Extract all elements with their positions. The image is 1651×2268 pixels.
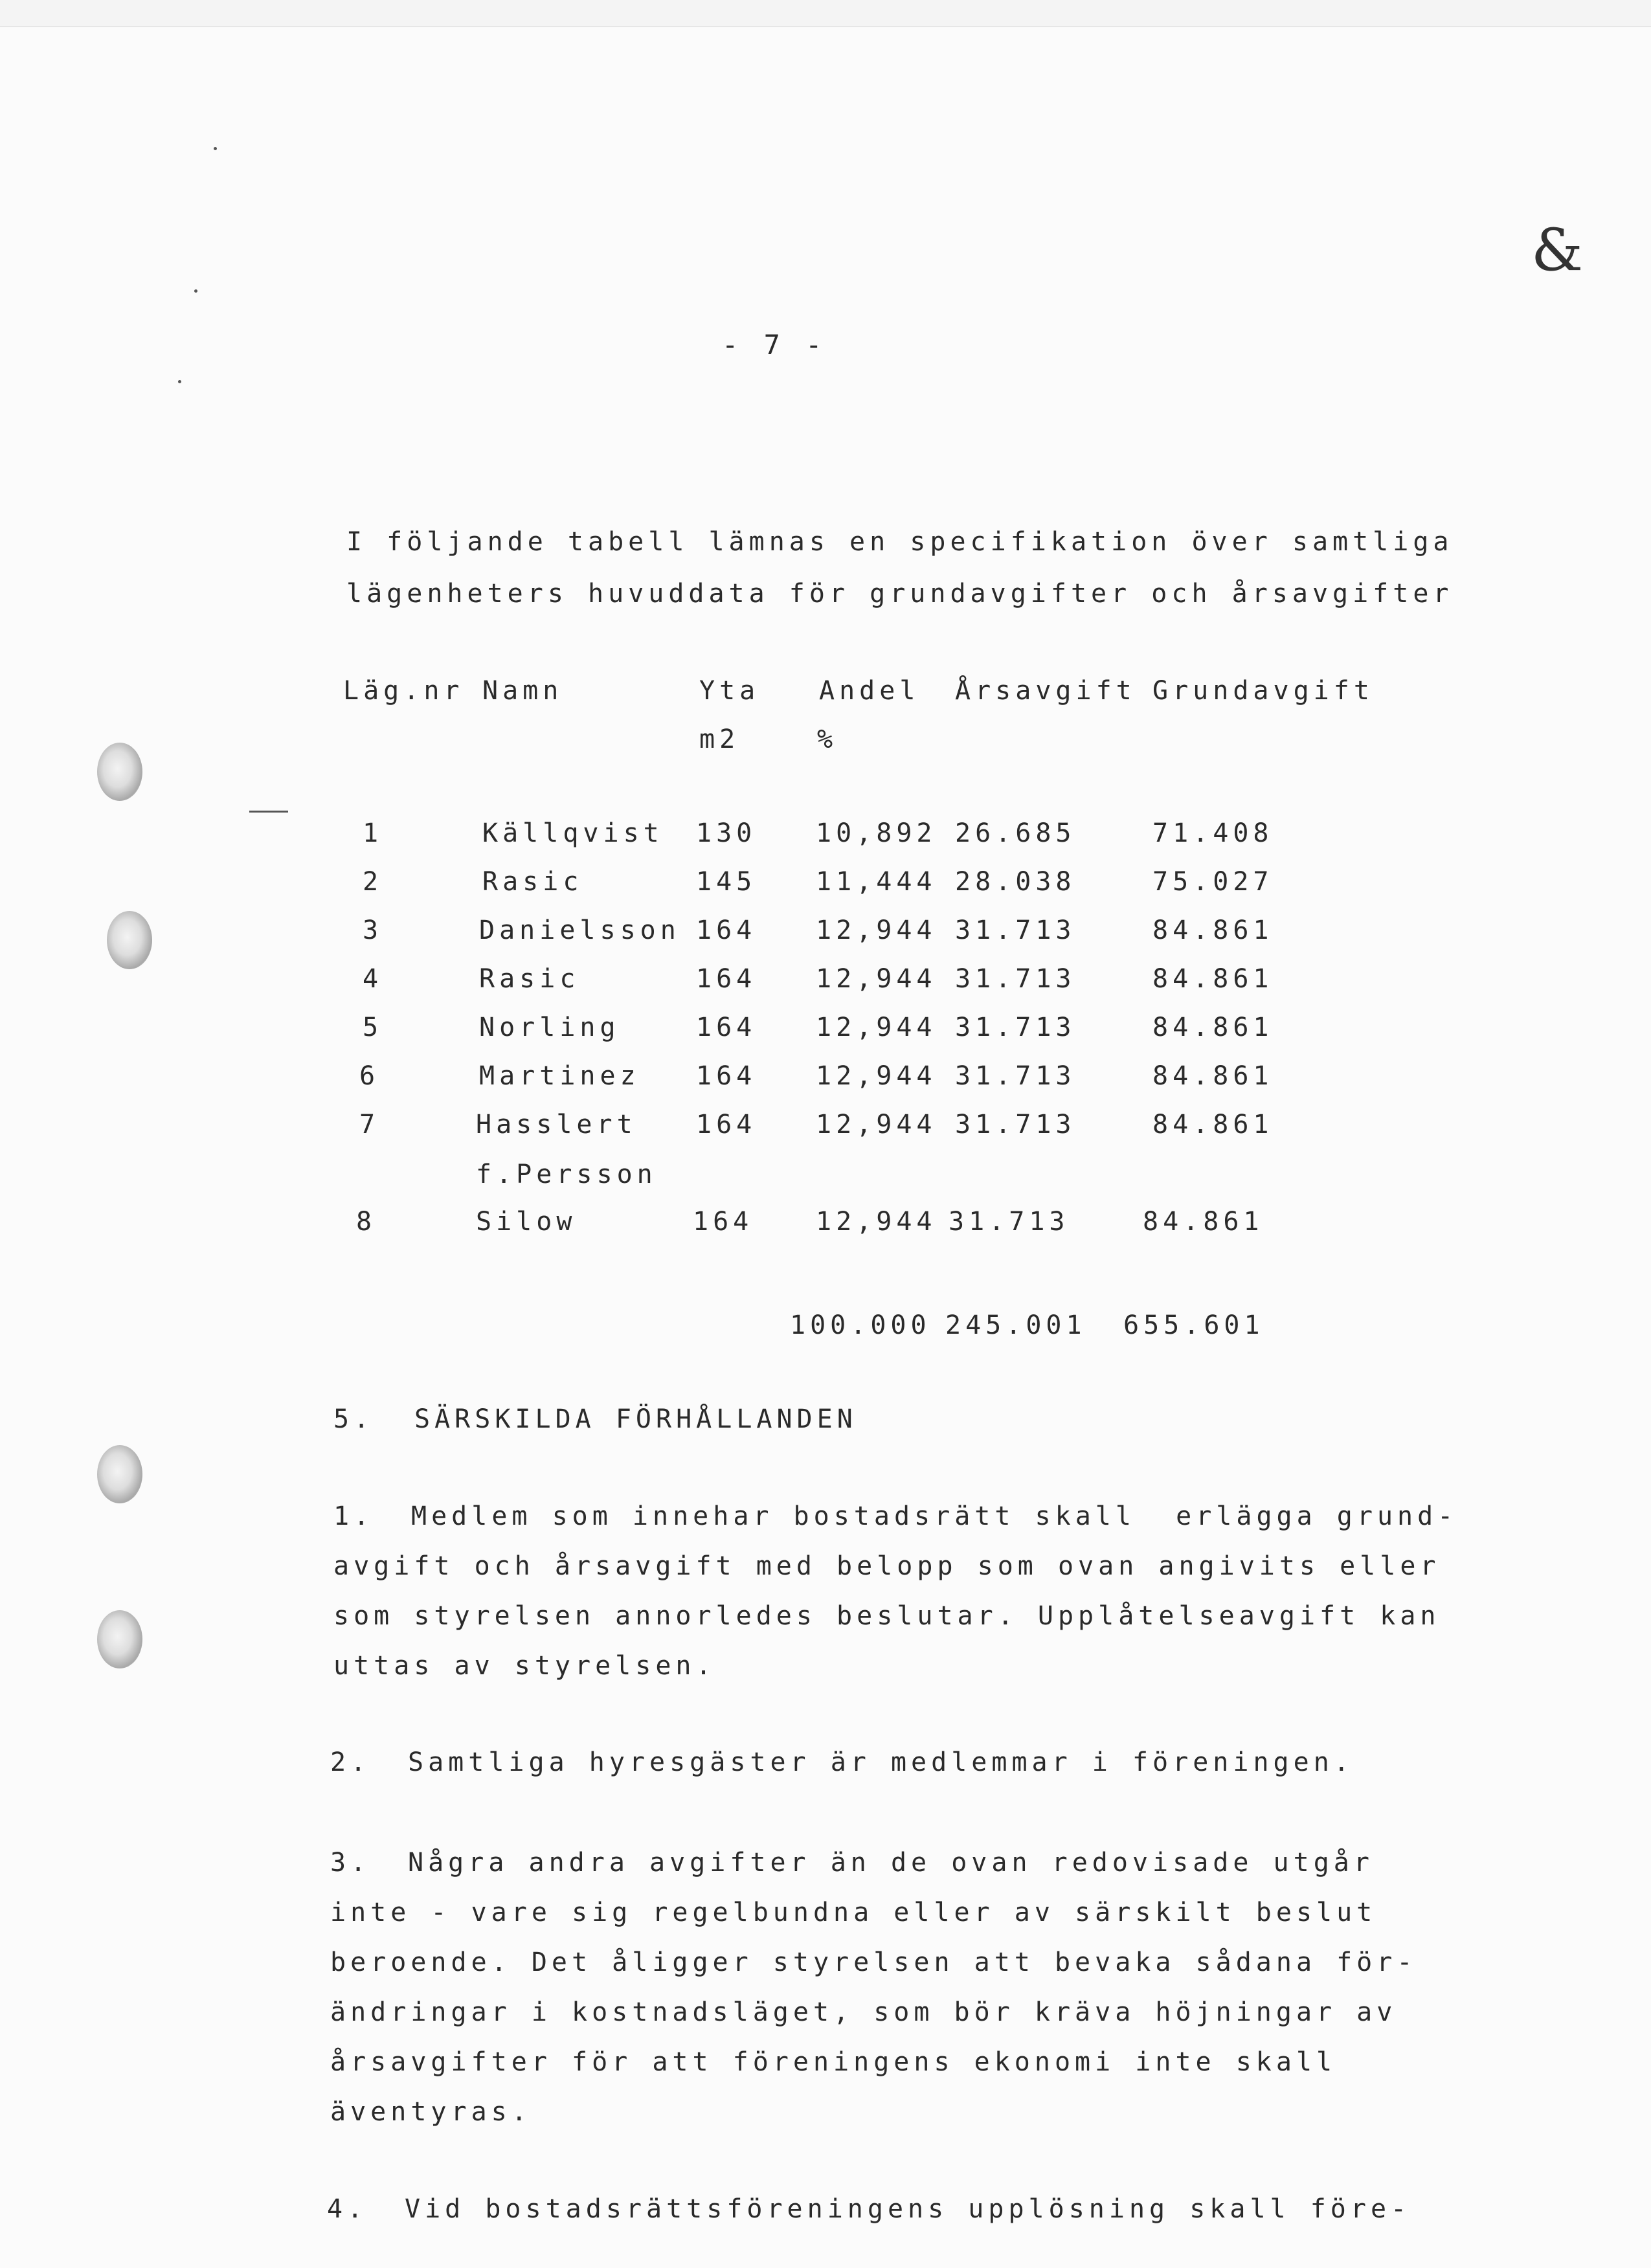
cell-andel: 12,944	[816, 1207, 937, 1237]
punch-hole	[97, 1610, 142, 1668]
total-grundavgift: 655.601	[1123, 1310, 1264, 1340]
cell-andel: 12,944	[816, 964, 937, 994]
cell-yta: 164	[696, 915, 757, 945]
col-header-andel: Andel	[819, 676, 920, 706]
paragraph-line: som styrelsen annorledes beslutar. Upplåtelseavgift kan	[333, 1601, 1441, 1631]
cell-nr: 6	[359, 1061, 380, 1091]
cell-andel: 12,944	[816, 915, 937, 945]
total-arsavgift: 245.001	[945, 1310, 1086, 1340]
paragraph-number: 4.	[327, 2194, 368, 2224]
paragraph-line: Vid bostadsrättsföreningens upplösning skall före-	[405, 2194, 1411, 2224]
cell-namn: Norling	[479, 1013, 620, 1042]
cell-arsavgift: 31.713	[949, 1207, 1070, 1237]
cell-yta: 130	[696, 818, 757, 848]
cell-andel: 12,944	[816, 1110, 937, 1140]
paragraph-number: 2.	[330, 1747, 371, 1777]
cell-nr: 3	[363, 915, 383, 945]
paragraph-line: avgift och årsavgift med belopp som ovan angivits eller	[333, 1551, 1441, 1581]
unit-andel: %	[817, 724, 838, 754]
page-number: - 7 -	[722, 329, 827, 361]
cell-namn: Danielsson	[479, 915, 680, 945]
cell-andel: 11,444	[816, 867, 937, 897]
speck	[214, 147, 217, 150]
cell-namn: Rasic	[479, 964, 580, 994]
cell-namn: Silow	[476, 1207, 577, 1237]
cell-grundavgift: 84.861	[1143, 1207, 1264, 1237]
cell-arsavgift: 31.713	[955, 1061, 1076, 1091]
col-header-yta: Yta	[699, 676, 760, 706]
cell-nr: 4	[363, 964, 383, 994]
paragraph-line: inte - vare sig regelbundna eller av särskilt beslut	[330, 1898, 1377, 1927]
cell-namn: Källqvist	[482, 818, 664, 848]
cell-grundavgift: 75.027	[1152, 867, 1274, 897]
cell-namn: Hasslert	[476, 1110, 637, 1140]
speck	[194, 289, 197, 293]
total-andel: 100.000	[790, 1310, 931, 1340]
paragraph-line: äventyras.	[330, 2097, 532, 2127]
margin-dash	[249, 811, 288, 813]
cell-arsavgift: 31.713	[955, 1110, 1076, 1140]
col-header-arsavgift: Årsavgift	[955, 676, 1136, 706]
paragraph-line: årsavgifter för att föreningens ekonomi inte skall	[330, 2047, 1337, 2077]
speck	[178, 380, 181, 383]
cell-yta: 164	[696, 1013, 757, 1042]
cell-andel: 12,944	[816, 1061, 937, 1091]
cell-nr: 2	[363, 867, 383, 897]
intro-line: lägenheters huvuddata för grundavgifter och årsavgifter	[346, 579, 1454, 609]
cell-nr: 5	[363, 1013, 383, 1042]
paragraph-number: 1.	[333, 1501, 374, 1531]
cell-yta: 164	[693, 1207, 754, 1237]
cell-arsavgift: 28.038	[955, 867, 1076, 897]
col-header-namn: Namn	[482, 676, 563, 706]
cell-yta: 164	[696, 1061, 757, 1091]
paragraph-line: Samtliga hyresgäster är medlemmar i föreningen.	[408, 1747, 1354, 1777]
unit-yta: m2	[699, 724, 740, 754]
paragraph-number: 3.	[330, 1848, 371, 1878]
cell-nr: 7	[359, 1110, 380, 1140]
cell-yta: 164	[696, 964, 757, 994]
cell-yta: 145	[696, 867, 757, 897]
paragraph-line: Medlem som innehar bostadsrätt skall erlägga grund-	[411, 1501, 1458, 1531]
cell-namn: Martinez	[479, 1061, 640, 1091]
corner-mark: &	[1531, 216, 1584, 284]
section-title: SÄRSKILDA FÖRHÅLLANDEN	[414, 1404, 857, 1434]
cell-yta: 164	[696, 1110, 757, 1140]
punch-hole	[107, 911, 152, 969]
cell-arsavgift: 31.713	[955, 915, 1076, 945]
cell-grundavgift: 84.861	[1152, 915, 1274, 945]
section-number: 5.	[333, 1404, 374, 1434]
cell-arsavgift: 31.713	[955, 964, 1076, 994]
punch-hole	[97, 1445, 142, 1503]
paragraph-line: ändringar i kostnadsläget, som bör kräva höjningar av	[330, 1997, 1397, 2027]
cell-arsavgift: 26.685	[955, 818, 1076, 848]
col-header-grundavgift: Grundavgift	[1152, 676, 1374, 706]
cell-grundavgift: 84.861	[1152, 1061, 1274, 1091]
cell-grundavgift: 71.408	[1152, 818, 1274, 848]
cell-andel: 10,892	[816, 818, 937, 848]
document-page	[0, 26, 1651, 2268]
cell-grundavgift: 84.861	[1152, 964, 1274, 994]
intro-line: I följande tabell lämnas en specifikation över samtliga	[346, 527, 1454, 557]
cell-grundavgift: 84.861	[1152, 1110, 1274, 1140]
paragraph-line: uttas av styrelsen.	[333, 1651, 716, 1681]
paragraph-line: beroende. Det åligger styrelsen att bevaka sådana för-	[330, 1948, 1417, 1977]
cell-namn: Rasic	[482, 867, 583, 897]
cell-namn-continued: f.Persson	[476, 1160, 657, 1189]
col-header-nr: Läg.nr	[343, 676, 464, 706]
cell-nr: 1	[363, 818, 383, 848]
cell-andel: 12,944	[816, 1013, 937, 1042]
paragraph-line: Några andra avgifter än de ovan redovisade utgår	[408, 1848, 1374, 1878]
punch-hole	[97, 743, 142, 801]
cell-arsavgift: 31.713	[955, 1013, 1076, 1042]
cell-nr: 8	[356, 1207, 377, 1237]
cell-grundavgift: 84.861	[1152, 1013, 1274, 1042]
